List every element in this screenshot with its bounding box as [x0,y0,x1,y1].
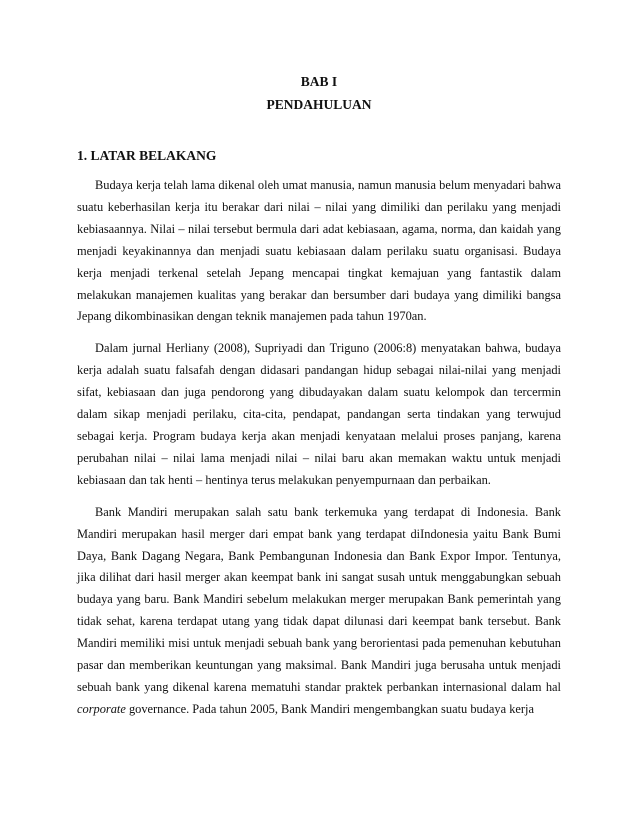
paragraph-3 [77,502,561,721]
section-heading: 1. LATAR BELAKANG [77,148,217,163]
italic-term: corporate [77,701,126,716]
body-text [77,175,561,731]
chapter-number: BAB I [300,74,338,89]
paragraph-1: Budaya kerja telah lama dikenal oleh umat manusia, namun manusia belum menyadari bahwa suatu keberhasilan kerja itu berakar dari nilai – nilai yang dimiliki dan perilaku yang menjadi kebiasaannya. Nilai – nilai tersebut bermula dari adat kebiasaan, agama, norma, dan kaidah yang menjadi keyakinannya dan menjadi suatu kebiasaan dalam perilaku suatu organisasi. Budaya kerja menjadi terkenal setelah Jepang mencapai tingkat kemajuan yang fantastik dalam melakukan manajemen kualitas yang berakar dan bersumber dari budaya yang dimiliki bangsa Jepang dikombinasikan dengan teknik manajemen pada tahun 1970an. [77,178,561,324]
chapter-title: PENDAHULUAN [266,97,372,112]
paragraph-3-text: Bank Mandiri merupakan salah satu bank terkemuka yang terdapat di Indonesia. Bank Mandiri merupakan hasil merger dari empat bank yang terdapat diIndonesia yaitu Bank Bumi Daya, Bank Dagang Negara, Bank Pembangunan Indonesia dan Bank Expor Impor. Tentunya, jika dilihat dari hasil merger akan keempat bank ini sangat susah untuk menggabungkan sebuah budaya yang baru. Bank Mandiri sebelum melakukan merger merupakan Bank pemerintah yang tidak sehat, karena terdapat utang yang tidak dapat dilunasi dari keempat bank tersebut. Bank Mandiri memiliki misi untuk menjadi sebuah bank yang berorientasi pada pemenuhan kebutuhan pasar dan memberikan keuntungan yang maksimal. Bank Mandiri juga berusaha untuk menjadi sebuah bank yang dikenal karena mematuhi standar praktek perbankan internasional dalam hal [77,504,561,694]
paragraph-3-tail: governance. Pada tahun 2005, Bank Mandiri mengembangkan suatu budaya kerja [125,701,534,716]
paragraph-2: Dalam jurnal Herliany (2008), Supriyadi dan Triguno (2006:8) menyatakan bahwa, budaya kerja adalah suatu falsafah dengan didasari pandangan hidup sebagai nilai-nilai yang menjadi sifat, kebiasaan dan juga pendorong yang dibudayakan dalam suatu kelompok dan tercermin dalam sikap menjadi perilaku, cita-cita, pendapat, pandangan serta tindakan yang terwujud sebagai kerja. Program budaya kerja akan menjadi kenyataan melalui proses panjang, karena perubahan nilai – nilai lama menjadi nilai – nilai baru akan memakan waktu untuk menjadi kebiasaan dan tak henti – hentinya terus melakukan penyempurnaan dan perbaikan. [77,341,561,487]
